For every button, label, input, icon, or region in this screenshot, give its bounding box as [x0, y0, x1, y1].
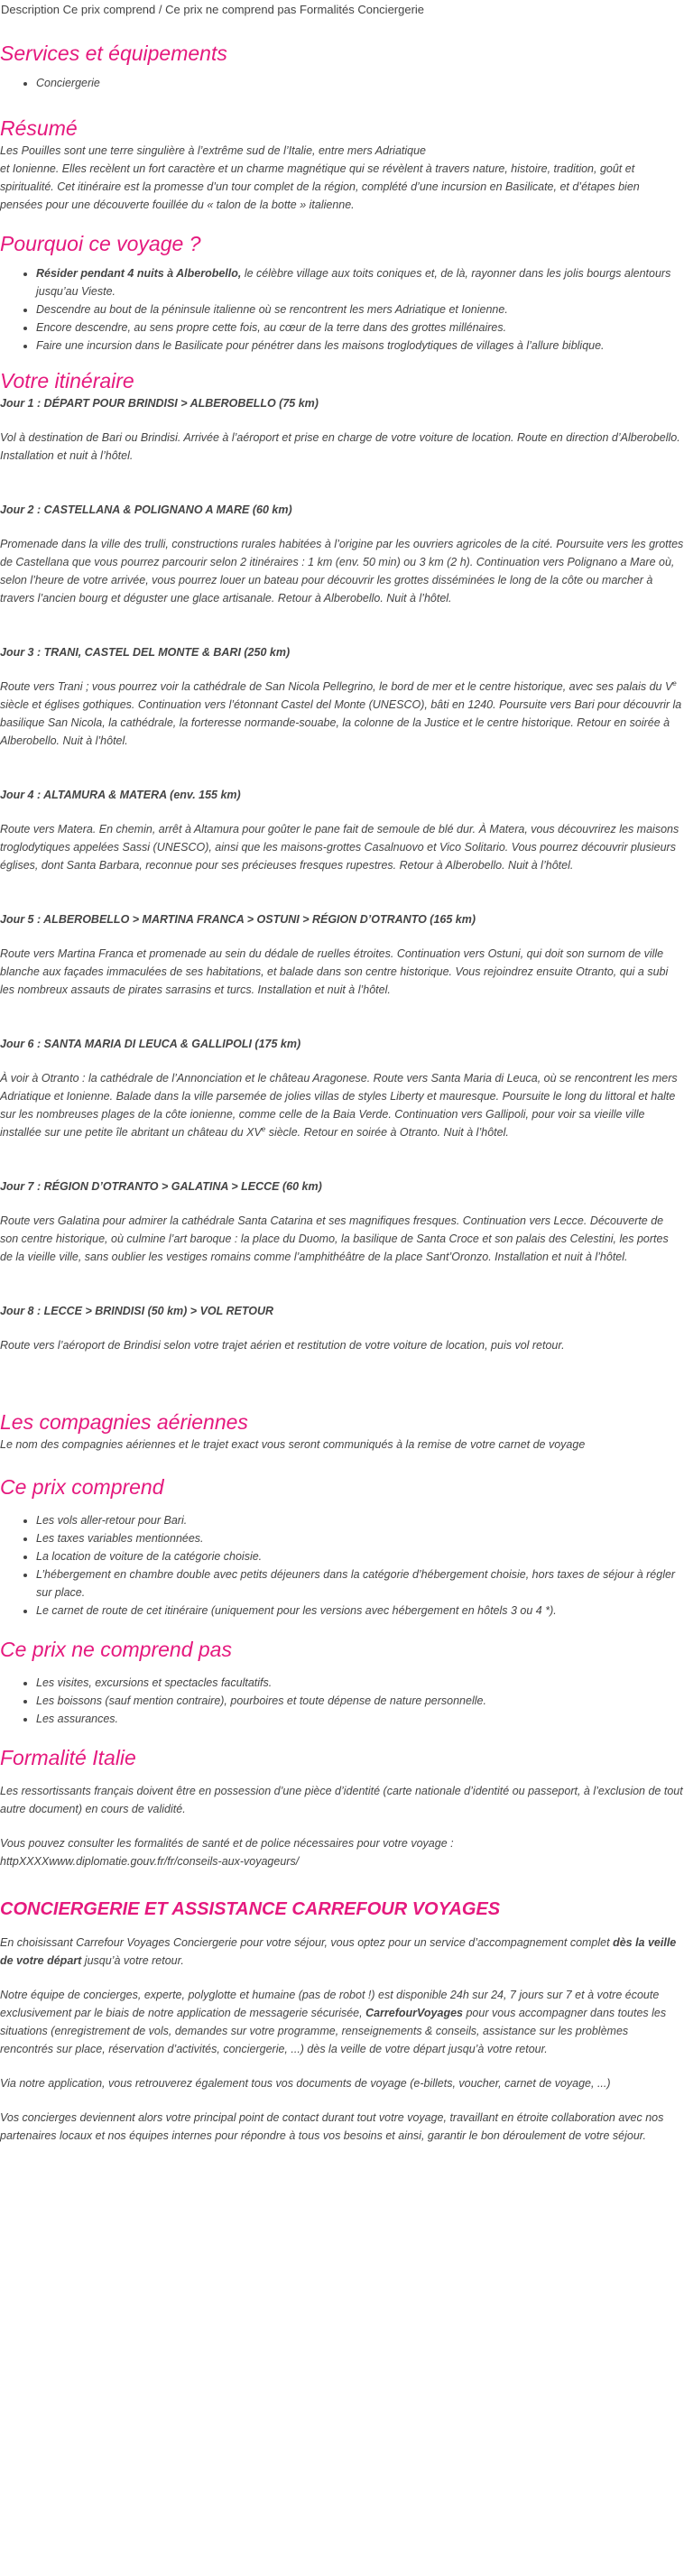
tab-formalities[interactable]: Formalités	[300, 3, 355, 16]
day-text-sup: e	[672, 679, 677, 688]
concierge-text-1-b: jusqu’à votre retour.	[81, 1954, 184, 1967]
day-block	[0, 1035, 684, 1141]
day-title: Jour 5 : ALBEROBELLO > MARTINA FRANCA > OSTUNI > RÉGION D’OTRANTO (165 km)	[0, 913, 476, 926]
day-text: Promenade dans la ville des trulli, constructions rurales habitées à l’origine par les ouvriers agricoles de la cité. Poursuite vers les grottes de Castellana que vous pourrez parcourir selon 2 itinéraires : 1 km (env. 50 min) ou 3 km (2 h). Continuation vers Polignano a Mare où, selon l’heure de votre arrivée, vous pourrez louer un bateau pour découvrir les grottes disséminées le long de la côte ou marcher à travers l’ancien bourg et déguster une glace artisanale. Retour à Alberobello. Nuit à l’hôtel.	[0, 538, 684, 605]
day-text: Route vers Galatina pour admirer la cathédrale Santa Catarina et ses magnifiques fresques. Continuation vers Lecce. Découverte de son centre historique, où culmine l’art baroque : la place du Duomo, la basilique de Santa Croce et son palais des Celestini, les portes de la vieille ville, sans oublier les vestiges romains comme l’amphithéâtre de la place Sant’Oronzo. Installation et nuit à l’hôtel.	[0, 1214, 669, 1263]
list-item: • Les taxes variables mentionnées.	[36, 1529, 684, 1547]
itinerary-section	[0, 367, 684, 1354]
why-section	[0, 230, 684, 355]
airlines-title: Les compagnies aériennes	[0, 1410, 248, 1434]
tab-description[interactable]: Description	[1, 3, 60, 16]
list-item: • Descendre au bout de la péninsule italienne où se rencontrent les mers Adriatique et Ionienne.	[36, 300, 684, 319]
resume-section	[0, 115, 684, 214]
included-list	[0, 1511, 684, 1620]
list-item: • Conciergerie	[36, 74, 684, 92]
not-included-section	[0, 1636, 684, 1728]
why-list	[0, 264, 684, 355]
formalities-text-2-line-1: Vous pouvez consulter les formalités de santé et de police nécessaires pour votre voyage :	[0, 1837, 454, 1850]
resume-line-1: Les Pouilles sont une terre singulière à l’extrême sud de l’Italie, entre mers Adriatique	[0, 144, 427, 157]
list-item: • Les assurances.	[36, 1710, 684, 1728]
list-item: • L’hébergement en chambre double avec petits déjeuners dans la catégorie d’hébergement choisie, hors taxes de séjour à régler sur place.	[36, 1565, 684, 1602]
resume-text	[0, 142, 684, 214]
concierge-text-4: Vos concierges deviennent alors votre principal point de contact durant tout votre voyage, travaillant en étroite collaboration avec nos partenaires locaux et nos équipes internes pour répondre à tous vos besoins et ainsi, garantir le bon déroulement de votre séjour.	[0, 2111, 664, 2142]
day-text: Route vers Martina Franca et promenade au sein du dédale de ruelles étroites. Continuation vers Ostuni, qui doit son surnom de ville blanche aux façades immaculées de ses habitations, et balade dans son centre historique. Vous rejoindrez ensuite Otranto, qui a subi les nombreux assauts de pirates sarrasins et turcs. Installation et nuit à l’hôtel.	[0, 947, 669, 996]
day-title: Jour 2 : CASTELLANA & POLIGNANO A MARE (60 km)	[0, 503, 292, 516]
day-text: Vol à destination de Bari ou Brindisi. Arrivée à l’aéroport et prise en charge de votre voiture de location. Route en direction d’Alberobello. Installation et nuit à l’hôtel.	[0, 431, 680, 462]
list-item: • Les vols aller-retour pour Bari.	[36, 1511, 684, 1529]
services-section	[0, 40, 684, 92]
tab-not-included[interactable]: Ce prix ne comprend pas	[165, 3, 297, 16]
concierge-section	[0, 1896, 684, 2145]
day-text	[0, 1069, 684, 1141]
airlines-section	[0, 1408, 684, 1454]
concierge-text-3: Via notre application, vous retrouverez également tous vos documents de voyage (e-billets, voucher, carnet de voyage, ...)	[0, 2077, 611, 2090]
day-block	[0, 643, 684, 750]
not-included-title: Ce prix ne comprend pas	[0, 1638, 232, 1661]
day-block	[0, 910, 684, 999]
day-block	[0, 394, 684, 465]
why-item-1-bold: Résider pendant 4 nuits à Alberobello,	[36, 267, 242, 280]
day-text-sup: e	[261, 1124, 266, 1133]
included-section	[0, 1473, 684, 1620]
day-block	[0, 1177, 684, 1266]
resume-line-2: et Ionienne. Elles recèlent un fort caractère et un charme magnétique qui se révèlent à travers nature, histoire, tradition, goût et spiritualité. Cet itinéraire est la promesse d’un tour complet de la région, complété d’une incursion en Basilicate, et d’étapes bien pensées pour une découverte fouillée du « talon de la botte » italienne.	[0, 162, 640, 211]
day-title: Jour 6 : SANTA MARIA DI LEUCA & GALLIPOLI (175 km)	[0, 1038, 301, 1050]
tab-bar	[0, 0, 684, 20]
day-text: Route vers Matera. En chemin, arrêt à Altamura pour goûter le pane fait de semoule de blé dur. À Matera, vous découvrirez les maisons troglodytiques appelées Sassi (UNESCO), ainsi que les maisons-grottes Casalnuovo et Vico Solitario. Vous pourrez découvrir plusieurs églises, dont Santa Barbara, reconnue pour ses précieuses fresques rupestres. Retour à Alberobello. Nuit à l’hôtel.	[0, 823, 679, 872]
list-item: • Le carnet de route de cet itinéraire (uniquement pour les versions avec hébergement en hôtels 3 ou 4 *).	[36, 1602, 684, 1620]
formalities-section	[0, 1744, 684, 1870]
concierge-text-1-bold: dès la veille de votre départ	[0, 1936, 677, 1967]
concierge-text-1-a: En choisissant Carrefour Voyages Conciergerie pour votre séjour, vous optez pour un service d’accompagnement complet	[0, 1936, 614, 1949]
tab-concierge[interactable]: Conciergerie	[357, 3, 425, 16]
concierge-text-2	[0, 1986, 684, 2058]
concierge-title: CONCIERGERIE ET ASSISTANCE CARREFOUR VOYAGES	[0, 1899, 501, 1919]
day-text-a: Route vers Trani ; vous pourrez voir la cathédrale de San Nicola Pellegrino, le bord de mer et le centre historique, avec ses palais du V	[0, 680, 673, 693]
day-block	[0, 1302, 684, 1354]
day-text-a: À voir à Otranto : la cathédrale de l’Annonciation et le château Aragonese. Route vers Santa Maria di Leuca, où se rencontrent les mers Adriatique et Ionienne. Balade dans la ville parsemée de jolies villas de styles Liberty et mauresque. Poursuite le long du littoral et halte sur les nombreuses plages de la côte ionienne, comme celle de la Baia Verde. Continuation vers Gallipoli, pour voir sa vieille ville installée sur une petite île abritant un château du XV	[0, 1072, 678, 1139]
concierge-text-2-a: Notre équipe de concierges, experte, polyglotte et humaine (pas de robot !) est disponible 24h sur 24, 7 jours sur 7 et à votre écoute exclusivement par le biais de notre application de messagerie sécurisée,	[0, 1989, 660, 2019]
why-title: Pourquoi ce voyage ?	[0, 232, 201, 255]
day-title: Jour 4 : ALTAMURA & MATERA (env. 155 km)	[0, 789, 241, 801]
day-title: Jour 7 : RÉGION D’OTRANTO > GALATINA > LECCE (60 km)	[0, 1180, 322, 1193]
day-block	[0, 501, 684, 607]
concierge-text-1	[0, 1934, 684, 1970]
formalities-link[interactable]: httpXXXXwww.diplomatie.gouv.fr/fr/conseils-aux-voyageurs/	[0, 1855, 300, 1868]
list-item: • La location de voiture de la catégorie choisie.	[36, 1547, 684, 1565]
list-item: • Faire une incursion dans le Basilicate pour pénétrer dans les maisons troglodytiques de villages à l’allure biblique.	[36, 337, 684, 355]
list-item: • Les visites, excursions et spectacles facultatifs.	[36, 1674, 684, 1692]
concierge-text-2-bold: CarrefourVoyages	[365, 2007, 463, 2019]
tab-included[interactable]: Ce prix comprend	[62, 3, 156, 16]
concierge-text-2-b: pour vous accompagner dans toutes les situations (enregistrement de vols, demandes sur votre programme, renseignements & conseils, assistance sur les problèmes rencontrés sur place, réservation d’activités, conciergerie, ...) dès la veille de votre départ jusqu’à votre retour.	[0, 2007, 667, 2055]
day-title: Jour 1 : DÉPART POUR BRINDISI > ALBEROBELLO (75 km)	[0, 397, 319, 410]
not-included-list	[0, 1674, 684, 1728]
tab-separator: /	[158, 3, 162, 16]
services-title: Services et équipements	[0, 42, 227, 65]
airlines-text: Le nom des compagnies aériennes et le trajet exact vous seront communiqués à la remise de votre carnet de voyage	[0, 1438, 586, 1451]
day-text: Route vers l’aéroport de Brindisi selon votre trajet aérien et restitution de votre voiture de location, puis vol retour.	[0, 1339, 565, 1352]
itinerary-title: Votre itinéraire	[0, 369, 134, 392]
formalities-text-2	[0, 1834, 684, 1870]
formalities-title: Formalité Italie	[0, 1746, 136, 1769]
list-item: • Encore descendre, au sens propre cette fois, au cœur de la terre dans des grottes millénaires.	[36, 319, 684, 337]
why-item-1-rest: le célèbre village aux toits coniques et, de là, rayonner dans les jolis bourgs alentours jusqu’au Vieste.	[36, 267, 671, 298]
list-item: • Les boissons (sauf mention contraire), pourboires et toute dépense de nature personnelle.	[36, 1692, 684, 1710]
services-list	[0, 74, 684, 92]
day-title: Jour 3 : TRANI, CASTEL DEL MONTE & BARI (250 km)	[0, 646, 291, 659]
list-item	[36, 264, 684, 300]
resume-title: Résumé	[0, 116, 78, 140]
formalities-text-1: Les ressortissants français doivent être en possession d’une pièce d’identité (carte nationale d’identité ou passeport, à l’exclusion de tout autre document) en cours de validité.	[0, 1785, 683, 1815]
day-text-b: siècle et églises gothiques. Continuation vers l’étonnant Castel del Monte (UNESCO), bâti en 1240. Poursuite vers Bari pour découvrir la basilique San Nicola, la cathédrale, la forteresse normande-souabe, la colonne de la Justice et le centre historique. Retour en soirée à Alberobello. Nuit à l’hôtel.	[0, 698, 682, 747]
day-block	[0, 786, 684, 874]
day-title: Jour 8 : LECCE > BRINDISI (50 km) > VOL RETOUR	[0, 1305, 274, 1317]
day-text-b: siècle. Retour en soirée à Otranto. Nuit à l’hôtel.	[265, 1126, 509, 1139]
day-text	[0, 678, 684, 750]
included-title: Ce prix comprend	[0, 1475, 164, 1499]
